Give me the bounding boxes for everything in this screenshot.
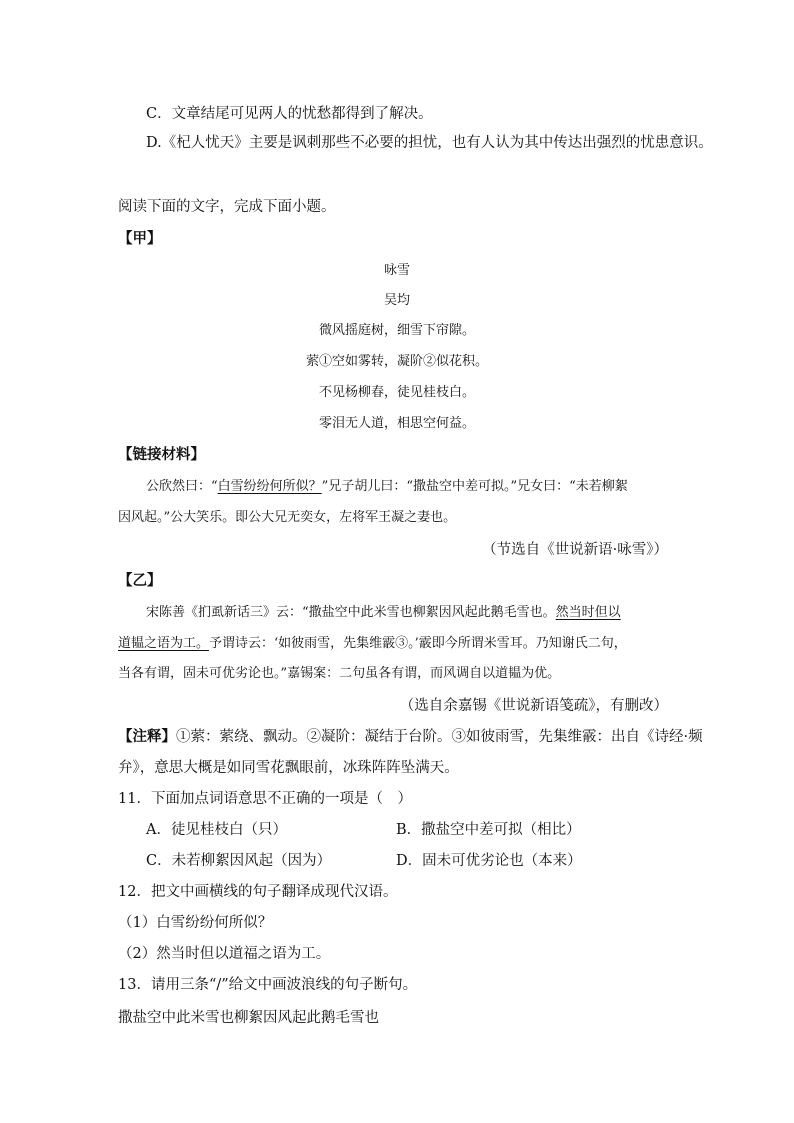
yi-text-line-1 [146, 603, 621, 623]
notes-line-1 [118, 727, 703, 747]
yi-line1-before: 宋陈善《扪虱新话三》云：“撒盐空中此米雪也柳絮因风起此鹅毛雪也。 [146, 605, 556, 620]
question-13-stem: 13．请用三条“/”给文中画波浪线的句子断句。 [118, 977, 418, 993]
question-13-sentence: 撒盐空中此米雪也柳絮因风起此鹅毛雪也 [118, 1010, 379, 1026]
question-11-option-b: B．撒盐空中差可拟（相比） [396, 822, 581, 838]
question-12-sub-2: （2）然当时但以道福之语为工。 [118, 946, 331, 962]
poem-line-3: 不见杨柳春，徒见桂枝白。 [318, 385, 475, 400]
previous-option-d: D.《杞人忧天》主要是讽刺那些不必要的担忧，也有人认为其中传达出强烈的忧患意识。 [146, 135, 713, 151]
yi-underlined-start: 然当时但以 [555, 605, 621, 620]
yi-underlined-end: 道韫之语为工。 [118, 636, 210, 651]
link-line1-after: ”兄子胡儿曰：“撒盐空中差可拟。”兄女曰：“未若柳絮 [321, 479, 628, 494]
poem-author: 吴均 [383, 293, 410, 308]
question-12-sub-1: （1）白雪纷纷何所似？ [118, 915, 273, 931]
poem-title: 咏雪 [383, 263, 410, 278]
section-jia-header: 【甲】 [118, 230, 162, 247]
section-link-header: 【链接材料】 [118, 446, 205, 463]
link-source: （节选自《世说新语·咏雪》） [482, 542, 668, 558]
notes-text-1: ①萦：萦绕、飘动。②凝阶：凝结于台阶。③如彼雨雪，先集维霰：出自《诗经·频 [176, 729, 703, 745]
notes-line-2: 弁》，意思大概是如同雪花飘眼前，冰珠阵阵坠满天。 [118, 760, 459, 776]
link-text-line-1 [146, 477, 628, 497]
poem-line-4: 零泪无人道，相思空何益。 [318, 416, 475, 431]
yi-text-line-3: 当各有谓，固未可优劣论也。”嘉锡案：二句虽各有谓，而风调自以道韫为优。 [118, 666, 561, 681]
question-11-option-d: D．固未可优劣论也（本来） [396, 853, 582, 869]
question-11-stem: 11．下面加点词语意思不正确的一项是（ ） [118, 791, 412, 807]
yi-line2-after: 予谓诗云：‘如彼雨雪，先集维霰③。’霰即今所谓米雪耳。乃知谢氏二句， [209, 636, 627, 651]
link-underlined-sentence: 白雪纷纷何所似？ [217, 479, 322, 494]
yi-text-line-2 [118, 634, 627, 654]
poem-line-1: 微风摇庭树，细雪下帘隙。 [318, 323, 475, 338]
yi-source: （选自余嘉锡《世说新语笺疏》，有删改） [399, 698, 668, 714]
link-line1-before: 公欣然曰：“ [146, 479, 218, 494]
question-12-stem: 12．把文中画横线的句子翻译成现代汉语。 [118, 884, 398, 900]
link-text-line-2: 因风起。”公大笑乐。即公大兄无奕女，左将军王凝之妻也。 [118, 510, 457, 525]
poem-line-2: 萦①空如雾转，凝阶②似花积。 [305, 354, 488, 369]
question-11-option-c: C．未若柳絮因风起（因为） [146, 853, 332, 869]
notes-label: 【注释】 [118, 728, 176, 745]
reading-instructions: 阅读下面的文字，完成下面小题。 [118, 199, 336, 215]
section-yi-header: 【乙】 [118, 572, 162, 589]
previous-option-c: C．文章结尾可见两人的忧愁都得到了解决。 [146, 106, 433, 122]
question-11-option-a: A．徒见桂枝白（只） [146, 822, 287, 838]
